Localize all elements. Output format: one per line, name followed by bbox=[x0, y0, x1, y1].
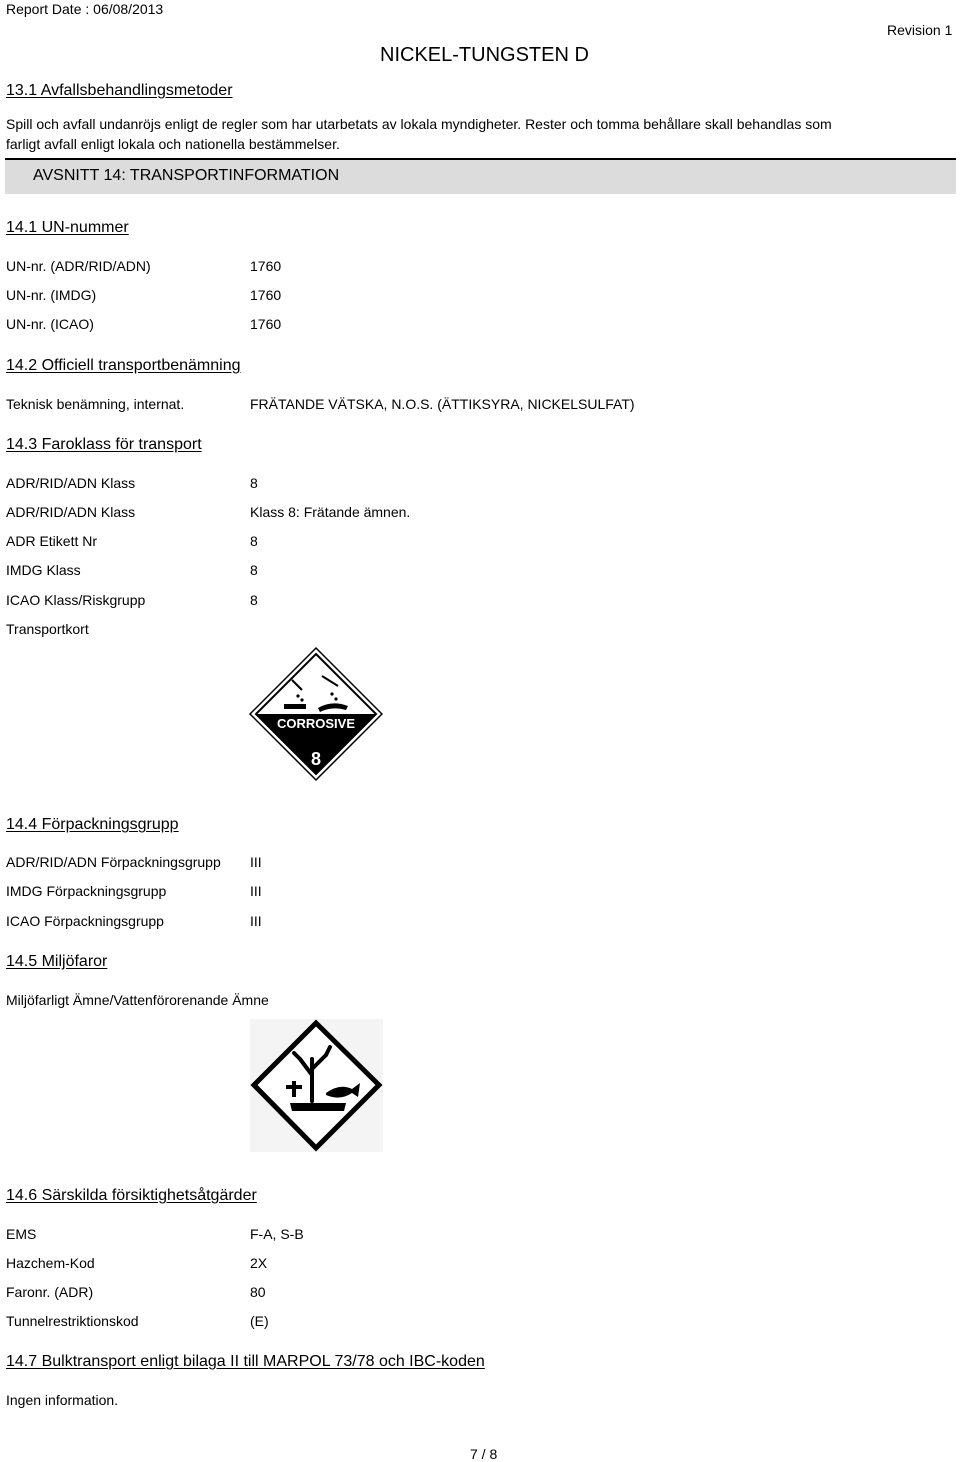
bulk-transport-text: Ingen information. bbox=[6, 1392, 119, 1408]
hazard-number-value: 80 bbox=[250, 1284, 266, 1300]
waste-text-line-2: farligt avfall enligt lokala och nationella bestämmelser. bbox=[6, 136, 340, 152]
waste-text-line-1: Spill och avfall undanröjs enligt de regler som har utarbetats av lokala myndigheter. Rester och tomma behållare skall behandlas som bbox=[6, 116, 832, 132]
corrosive-placard-icon bbox=[248, 646, 384, 782]
class-value-1: 8 bbox=[250, 475, 258, 491]
hazard-number-label: Faronr. (ADR) bbox=[6, 1284, 94, 1300]
packing-label-adr: ADR/RID/ADN Förpackningsgrupp bbox=[6, 854, 221, 870]
heading-14-3: 14.3 Faroklass för transport bbox=[6, 436, 202, 453]
packing-value-icao: III bbox=[250, 913, 262, 929]
class-value-2: Klass 8: Frätande ämnen. bbox=[250, 504, 411, 520]
heading-13-1: 13.1 Avfallsbehandlingsmetoder bbox=[6, 82, 233, 99]
heading-14-4: 14.4 Förpackningsgrupp bbox=[6, 816, 179, 833]
tunnel-code-label: Tunnelrestriktionskod bbox=[6, 1313, 139, 1329]
placard-number: 8 bbox=[310, 749, 322, 769]
class-value-5: 8 bbox=[250, 592, 258, 608]
revision: Revision 1 bbox=[887, 22, 953, 38]
hazchem-value: 2X bbox=[250, 1255, 268, 1271]
un-label-icao: UN-nr. (ICAO) bbox=[6, 316, 94, 332]
packing-value-adr: III bbox=[250, 854, 262, 870]
technical-name-value: FRÄTANDE VÄTSKA, N.O.S. (ÄTTIKSYRA, NICKELSULFAT) bbox=[250, 396, 635, 412]
heading-14-7: 14.7 Bulktransport enligt bilaga II till MARPOL 73/78 och IBC-koden bbox=[6, 1353, 485, 1370]
class-label-4: IMDG Klass bbox=[6, 562, 81, 578]
un-label-imdg: UN-nr. (IMDG) bbox=[6, 287, 97, 303]
packing-value-imdg: III bbox=[250, 883, 262, 899]
un-value-imdg: 1760 bbox=[250, 287, 282, 303]
class-label-2: ADR/RID/ADN Klass bbox=[6, 504, 136, 520]
technical-name-label: Teknisk benämning, internat. bbox=[6, 396, 185, 412]
transport-card-label: Transportkort bbox=[6, 621, 89, 637]
section-14-banner bbox=[5, 158, 956, 194]
hazchem-label: Hazchem-Kod bbox=[6, 1255, 95, 1271]
un-label-adr: UN-nr. (ADR/RID/ADN) bbox=[6, 258, 151, 274]
heading-14-2: 14.2 Officiell transportbenämning bbox=[6, 357, 241, 374]
document-title: NICKEL-TUNGSTEN D bbox=[380, 44, 589, 66]
class-label-3: ADR Etikett Nr bbox=[6, 533, 98, 549]
report-date: Report Date : 06/08/2013 bbox=[6, 1, 164, 17]
un-value-adr: 1760 bbox=[250, 258, 282, 274]
class-value-4: 8 bbox=[250, 562, 258, 578]
heading-14-5: 14.5 Miljöfaror bbox=[6, 953, 108, 970]
un-value-icao: 1760 bbox=[250, 316, 282, 332]
packing-label-imdg: IMDG Förpackningsgrupp bbox=[6, 883, 167, 899]
placard-word: CORROSIVE bbox=[276, 716, 356, 731]
class-value-3: 8 bbox=[250, 533, 258, 549]
ems-value: F-A, S-B bbox=[250, 1226, 304, 1242]
tunnel-code-value: (E) bbox=[250, 1313, 269, 1329]
section-14-title: AVSNITT 14: TRANSPORTINFORMATION bbox=[33, 167, 340, 184]
page-number: 7 / 8 bbox=[470, 1446, 498, 1462]
class-label-1: ADR/RID/ADN Klass bbox=[6, 475, 136, 491]
heading-14-6: 14.6 Särskilda försiktighetsåtgärder bbox=[6, 1187, 257, 1204]
heading-14-1: 14.1 UN-nummer bbox=[6, 219, 129, 236]
env-hazard-label: Miljöfarligt Ämne/Vattenförorenande Ämne bbox=[6, 992, 269, 1008]
environment-hazard-icon bbox=[250, 1019, 383, 1152]
class-label-5: ICAO Klass/Riskgrupp bbox=[6, 592, 146, 608]
ems-label: EMS bbox=[6, 1226, 37, 1242]
packing-label-icao: ICAO Förpackningsgrupp bbox=[6, 913, 164, 929]
